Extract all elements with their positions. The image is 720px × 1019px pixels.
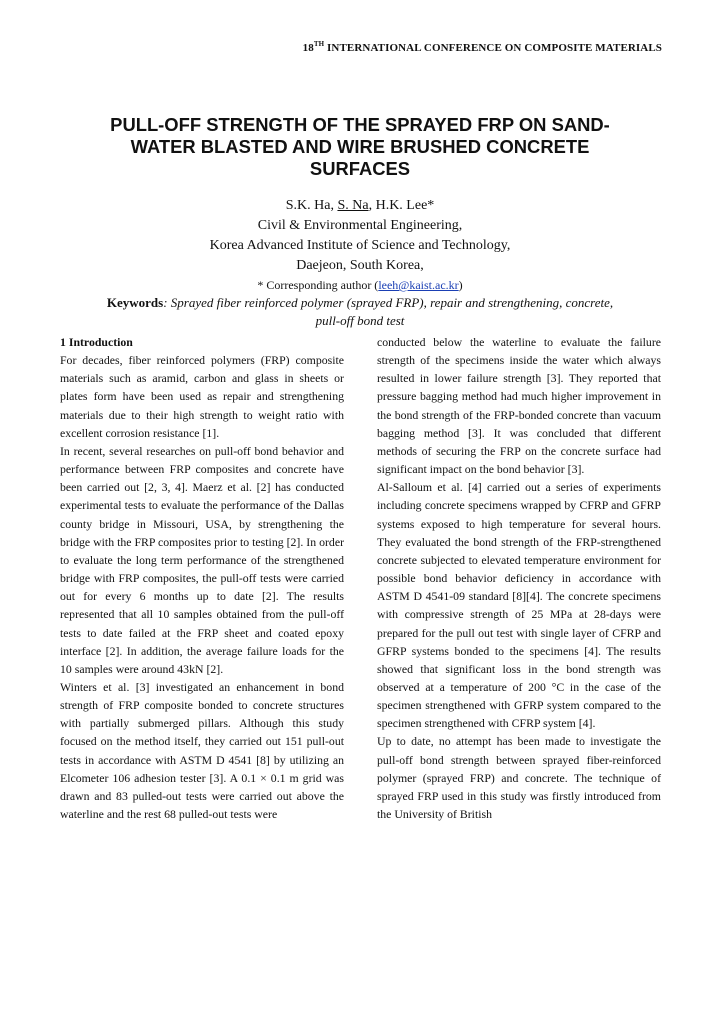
email-link[interactable]: leeh@kaist.ac.kr xyxy=(378,278,459,292)
keywords-text: : Sprayed fiber reinforced polymer (sprayed FRP), repair and strengthening, concrete, pull-off bond test xyxy=(163,295,614,328)
corresponding-author: * Corresponding author (leeh@kaist.ac.kr) xyxy=(257,278,463,292)
paragraph: In recent, several researches on pull-off bond behavior and performance between FRP composites and concrete have been carried out [2, 3, 4]. Maerz et al. [2] has conducted experimental tests to evaluate the performance of the Dallas county bridge in Missouri, USA, by strengthening the bridge with the FRP composites prior to testing [2]. In order to evaluate the long term performance of the strengthened bridge with FRP composites, the pull-off tests were carried out for every 6 months up to date [2]. The results represented that all 10 samples obtained from the pull-off tests to date failed at the FRP sheet and coated epoxy interface [2]. In addition, the average failure loads for the 10 samples were around 43kN [2]. xyxy=(60,443,344,676)
author-names: S.K. Ha, S. Na, H.K. Lee* xyxy=(285,198,435,213)
paragraph: For decades, fiber reinforced polymers (FRP) composite materials such as aramid, carbon and glass in sheets or plates form have been used as repair and strengthening materials due to their high strength to weight ratio with excellent corrosion resistance [1]. xyxy=(60,353,344,440)
right-column xyxy=(377,333,661,823)
paragraph: Al-Salloum et al. [4] carried out a series of experiments including concrete specimens wrapped by CFRP and GFRP systems exposed to high temperature for several hours. They evaluated the bond strength of the FRP-strengthened concrete subjected to elevated temperature environment for possible bond behavior deficiency in accordance with ASTM D 4541-09 standard [8][4]. The concrete specimens with compressive strength of 25 MPa at 28-days were prepared for the pull out test with single layer of CFRP and GFRP systems bonded to the specimens [4]. The results showed that significant loss in the bond strength was observed at a temperature of 200 °C in the case of the specimen strengthened with GFRP system compared to the specimen strengthened with CFRP system [4]. xyxy=(377,480,661,731)
running-header: 18TH INTERNATIONAL CONFERENCE ON COMPOSITE MATERIALS xyxy=(302,40,662,54)
paper-title: PULL-OFF STRENGTH OF THE SPRAYED FRP ON SAND-WATER BLASTED AND WIRE BRUSHED CONCRETE SURFACES xyxy=(110,114,610,179)
section-heading: 1 Introduction xyxy=(60,335,133,349)
paragraph: Up to date, no attempt has been made to investigate the pull-off bond strength between sprayed fiber-reinforced polymer (sprayed FRP) and concrete. The technique of sprayed FRP used in this study was firstly introduced from the University of British xyxy=(377,734,661,822)
paragraph: Winters et al. [3] investigated an enhancement in bond strength of FRP composite bonded to concrete structures with partially submerged pillars. Although this study focused on the method itself, they carried out 151 pull-out tests in accordance with ASTM D 4541 [8] by utilizing an Elcometer 106 adhesion tester [3]. A 0.1 × 0.1 m grid was drawn and 83 pulled-out tests were carried out above the waterline and the rest 68 pulled-out tests were xyxy=(60,679,344,822)
keywords-label: Keywords xyxy=(106,295,164,310)
affiliation-institute: Korea Advanced Institute of Science and Technology, xyxy=(209,238,511,253)
author-block xyxy=(0,196,720,294)
paragraph: conducted below the waterline to evaluate the failure strength of the specimens inside the water which always resulted in lower failure strength [3]. They reported that pressure bagging method had much higher improvement in the bond strength of the FRP-bonded concrete than vacuum bagging method [3]. It was concluded that different methods of securing the FRP on the concrete surface had significant impact on the bond behavior [3]. xyxy=(377,335,661,477)
keywords xyxy=(100,294,620,330)
affiliation-location: Daejeon, South Korea, xyxy=(296,258,424,273)
affiliation-department: Civil & Environmental Engineering, xyxy=(257,218,463,233)
left-column xyxy=(60,333,344,823)
